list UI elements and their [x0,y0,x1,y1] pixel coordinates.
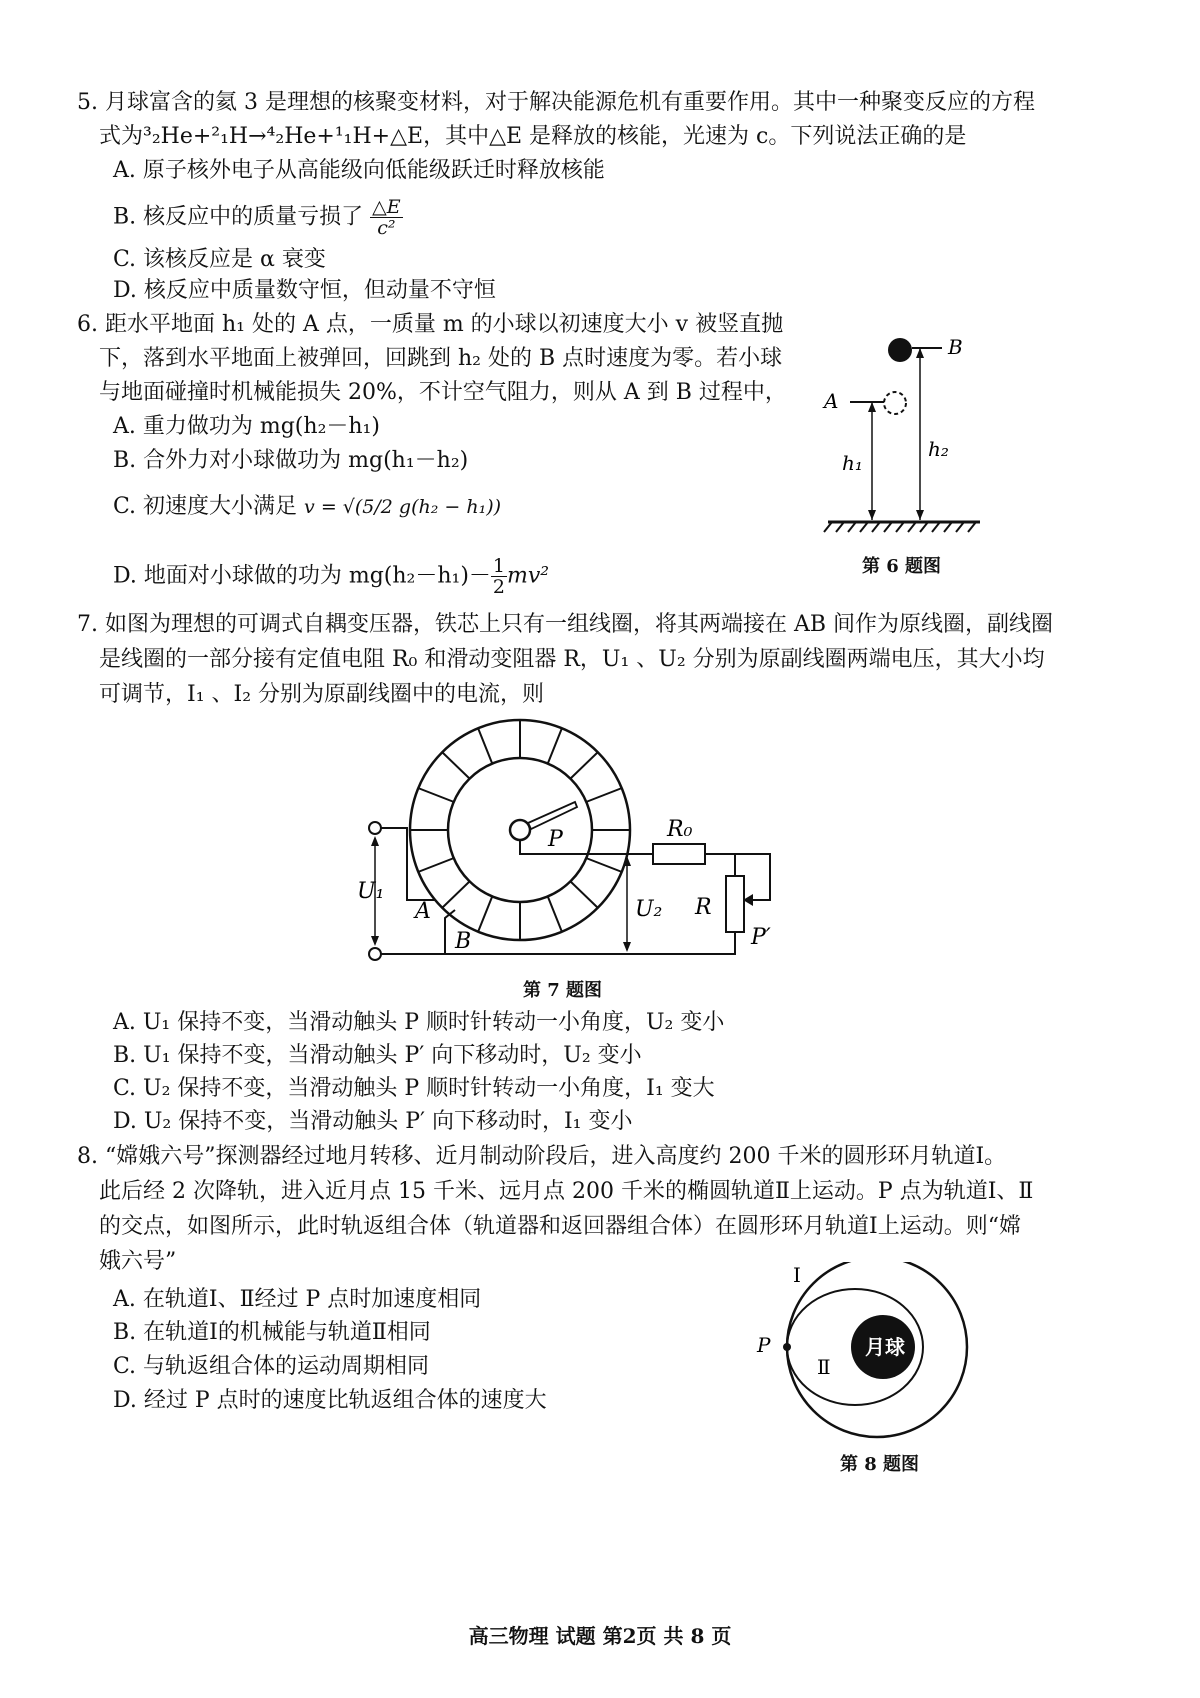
q5-option-d: D. 核反应中质量数守恒，但动量不守恒 [113,278,496,303]
fraction-numerator: 1 [492,555,506,577]
q5-line2 [99,122,966,152]
q7-option-d: D. U₂ 保持不变，当滑动触头 P′ 向下移动时，I₁ 变小 [113,1109,633,1134]
figure-6 [820,330,1000,540]
q7-option-b: B. U₁ 保持不变，当滑动触头 P′ 向下移动时，U₂ 变小 [113,1043,642,1068]
point-p [783,1343,791,1351]
fraction-denominator: 2 [492,576,506,598]
label-b: B [948,335,963,359]
q6-line3: 与地面碰撞时机械能损失 20%，不计空气阻力，则从 A 到 B 过程中， [99,380,787,405]
wire-p [520,840,653,854]
q7-option-c: C. U₂ 保持不变，当滑动触头 P 顺时针转动一小角度，I₁ 变大 [113,1076,715,1101]
q5-line2-post: ，其中△E 是释放的核能，光速为 c。下列说法正确的是 [423,124,967,149]
q7-line2: 是线圈的一部分接有定值电阻 R₀ 和滑动变阻器 R，U₁ 、U₂ 分别为原副线圈两端电压，其大小均 [99,647,1045,672]
label-h1: h₁ [842,451,863,475]
label-p-prime: P′ [751,925,771,950]
q8-line1: 8. “嫦娥六号”探测器经过地月转移、近月制动阶段后，进入高度约 200 千米的圆形环月轨道Ⅰ。 [77,1144,1007,1169]
label-u2: U₂ [635,897,663,922]
q6-option-c-text: C. 初速度大小满足 [113,494,298,519]
q8-option-c: C. 与轨返组合体的运动周期相同 [113,1354,430,1379]
q6-option-a: A. 重力做功为 mg(h₂－h₁) [113,414,380,439]
q5-option-b-fraction [370,197,402,238]
q5-option-b [113,197,403,238]
q8-line4: 娥六号” [99,1249,177,1274]
q6-line1: 6. 距水平地面 h₁ 处的 A 点，一质量 m 的小球以初速度大小 v 被竖直抛 [77,312,784,337]
label-r0: R₀ [667,817,693,842]
figure-7 [355,718,795,973]
label-a: A [824,389,839,413]
figure-7-caption: 第 7 题图 [523,980,603,1001]
fraction-numerator: △E [372,196,401,218]
q6-option-c-formula: v = √(5/2 g(h₂ − h₁)) [304,496,502,518]
q6-line2: 下，落到水平地面上被弹回，回跳到 h₂ 处的 B 点时速度为零。若小球 [99,346,783,371]
q5-line2-pre: 式为 [99,124,144,149]
q7-line3: 可调节，I₁ 、I₂ 分别为原副线圈中的电流，则 [99,682,545,707]
q5-option-a: A. 原子核外电子从高能级向低能级跃迁时释放核能 [113,158,605,183]
resistor-r0 [653,844,705,864]
q8-line2: 此后经 2 次降轨，进入近月点 15 千米、远月点 200 千米的椭圆轨道Ⅱ上运动。P 点为轨道Ⅰ、Ⅱ [99,1179,1034,1204]
q8-option-b: B. 在轨道Ⅰ的机械能与轨道Ⅱ相同 [113,1320,431,1345]
q8-option-a: A. 在轨道Ⅰ、Ⅱ经过 P 点时加速度相同 [113,1287,482,1312]
q5-equation: ³₂He+²₁H→⁴₂He+¹₁H+△E [143,124,424,149]
figure-8-caption: 第 8 题图 [840,1454,920,1475]
q6-option-d-text: D. 地面对小球做的功为 mg(h₂－h₁)－ [113,563,491,589]
ball-at-a [884,392,906,414]
moon-label: 月球 [865,1335,905,1359]
page-footer: 高三物理 试题 第2页 共 8 页 [468,1624,732,1648]
label-u1: U₁ [357,879,385,904]
q8-line3: 的交点，如图所示，此时轨返组合体（轨道器和返回器组合体）在圆形环月轨道Ⅰ上运动。则“嫦 [99,1214,1021,1239]
q6-option-d [113,556,549,597]
slider-p-arm [528,802,577,829]
q7-line1: 7. 如图为理想的可调式自耦变压器，铁芯上只有一组线圈，将其两端接在 AB 间作为原线圈，副线圈 [77,612,1054,637]
label-orbit-2: Ⅱ [817,1355,831,1379]
figure-8 [755,1262,985,1442]
q5-option-c: C. 该核反应是 α 衰变 [113,247,326,272]
q8-option-d: D. 经过 P 点时的速度比轨返组合体的速度大 [113,1388,547,1413]
q5-option-b-text: B. 核反应中的质量亏损了 [113,204,364,230]
label-p: P [757,1333,771,1357]
rheostat-r [726,876,744,932]
label-h2: h₂ [928,437,949,461]
label-b: B [455,929,472,954]
fraction-denominator: c² [377,217,396,239]
ball-at-b [888,338,912,362]
q6-option-c [113,492,501,522]
label-p: P [548,827,563,852]
label-r: R [695,895,712,920]
figure-6-caption: 第 6 题图 [862,556,942,577]
terminal-bottom [369,948,381,960]
label-a: A [415,899,431,924]
terminal-top [369,822,381,834]
q6-option-d-post: mv² [507,563,550,589]
label-orbit-1: Ⅰ [793,1263,801,1287]
q6-option-b: B. 合外力对小球做功为 mg(h₁－h₂) [113,448,469,473]
q5-line1: 5. 月球富含的氦 3 是理想的核聚变材料，对于解决能源危机有重要作用。其中一种聚变反应的方程 [77,90,1035,115]
q6-option-d-fraction [491,556,507,597]
q7-option-a: A. U₁ 保持不变，当滑动触头 P 顺时针转动一小角度，U₂ 变小 [113,1010,725,1035]
